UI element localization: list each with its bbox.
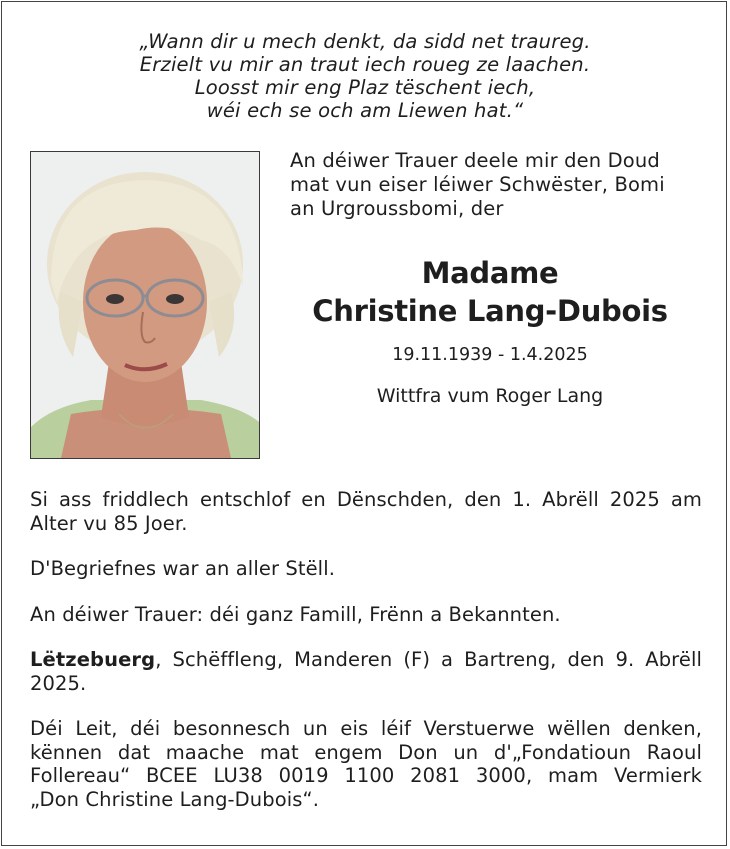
mourners-paragraph: An déiwer Trauer: déi ganz Famill, Frënn a Bekannten.	[30, 602, 561, 626]
poem-line: Loosst mir eng Plaz tëschent iech,	[194, 76, 536, 99]
life-dates: 19.11.1939 - 1.4.2025	[392, 345, 588, 365]
widow-note: Wittfra vum Roger Lang	[376, 385, 604, 407]
poem-line: Erzielt vu mir an traut iech roueg ze laachen.	[139, 53, 591, 76]
notice-body	[30, 488, 702, 811]
death-line: Alter vu 85 Joer.	[30, 511, 188, 535]
intro-line: an Urgroussbomi, der	[290, 197, 504, 220]
poem-line: wéi ech se och am Liewen hat.“	[206, 99, 524, 122]
deceased-name: Christine Lang-Dubois	[312, 294, 668, 328]
place-line: 2025.	[30, 671, 87, 695]
poem-line: „Wann dir u mech denkt, da sidd net traureg.	[139, 30, 591, 53]
deceased-name-block	[270, 254, 710, 330]
deceased-title: Madame	[421, 256, 559, 290]
donation-line: „Don Christine Lang-Dubois“.	[30, 787, 320, 811]
intro-line: An déiwer Trauer deele mir den Doud	[290, 149, 660, 172]
donation-paragraph	[30, 717, 702, 811]
death-line: Si ass friddlech entschlof en Dënschden, den 1. Abrëll 2025 am	[30, 488, 702, 511]
place-bold: Lëtzebuerg	[30, 648, 156, 671]
poem-quote	[0, 30, 730, 122]
place-line	[30, 648, 702, 672]
funeral-paragraph: D'Begriefnes war an aller Stëll.	[30, 557, 336, 580]
donation-line: Déi Leit, déi besonnesch un eis léif Verstuerwe wëllen denken,	[30, 717, 702, 740]
place-rest: , Schëffleng, Manderen (F) a Bartreng, den 9. Abrëll	[155, 648, 702, 671]
donation-line: Follereau“ BCEE LU38 0019 1100 2081 3000, mam Vermierk	[30, 764, 702, 787]
intro-line: mat vun eiser léiwer Schwëster, Bomi	[290, 173, 665, 196]
donation-line: kënnen dat maache mat engem Don un d'„Fondatioun Raoul	[30, 740, 702, 764]
death-paragraph	[30, 488, 702, 535]
place-paragraph	[30, 648, 702, 695]
intro-text	[290, 149, 710, 221]
portrait-photo	[30, 151, 260, 459]
